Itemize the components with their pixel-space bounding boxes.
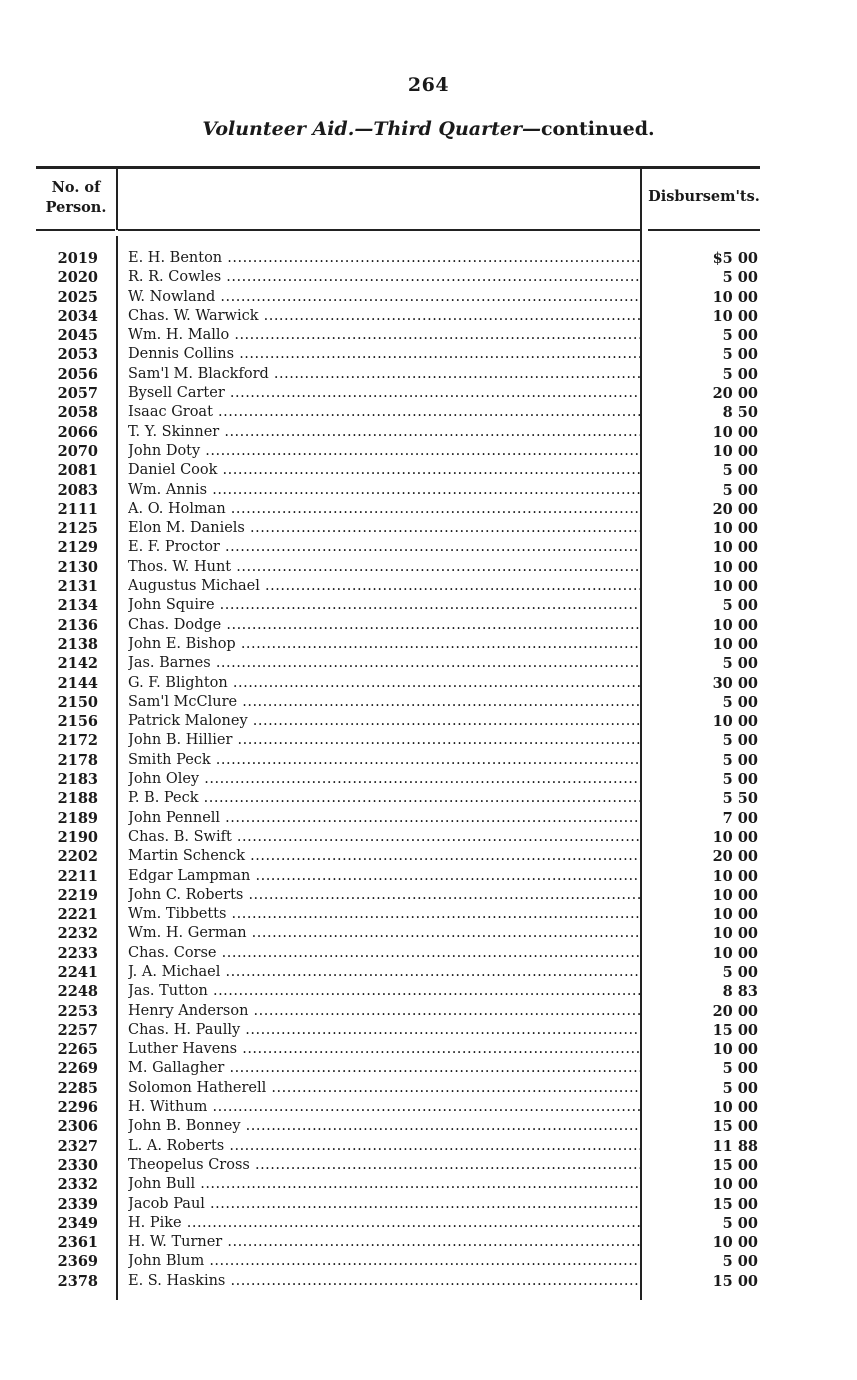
- person-number: 2129: [57, 539, 98, 557]
- disbursement-amount: 5 50: [722, 790, 758, 808]
- table-row: [36, 809, 760, 828]
- person-name: Chas. H. Paully .....: [128, 1021, 640, 1040]
- disbursement-amount: 10 00: [712, 288, 758, 306]
- page-number: 264: [407, 74, 450, 96]
- disbursement-amount: 5 00: [722, 732, 758, 750]
- person-number: 2156: [57, 713, 98, 731]
- disbursement-amount: 5 00: [722, 1079, 758, 1097]
- disbursement-amount: 10 00: [712, 1099, 758, 1117]
- person-number: 2327: [57, 1137, 98, 1155]
- table-body: [36, 249, 760, 1291]
- table-row: [36, 558, 760, 577]
- person-name: John B. Hillier .....: [128, 731, 640, 750]
- disbursement-amount: 10 00: [712, 944, 758, 962]
- disbursement-amount: 5 00: [722, 327, 758, 345]
- column-header-person-number: [36, 178, 116, 218]
- disbursement-amount: 10 00: [712, 520, 758, 538]
- table-row: [36, 770, 760, 789]
- table-row: [36, 1156, 760, 1175]
- person-name: Dennis Collins .....: [128, 345, 640, 364]
- person-name: Jas. Barnes .....: [128, 654, 640, 673]
- disbursement-amount: 10 00: [712, 558, 758, 576]
- person-number: 2349: [57, 1214, 98, 1232]
- column-divider: [116, 168, 118, 230]
- person-number: 2189: [57, 809, 98, 827]
- table-row: [36, 1040, 760, 1059]
- disbursement-amount: 10 00: [712, 713, 758, 731]
- person-name: Chas. Dodge .....: [128, 616, 640, 635]
- person-number: 2172: [57, 732, 98, 750]
- disbursement-amount: 11 88: [712, 1137, 758, 1155]
- disbursement-amount: 10 00: [712, 307, 758, 325]
- table-row: [36, 1079, 760, 1098]
- table-row: [36, 1252, 760, 1271]
- person-number: 2045: [57, 327, 98, 345]
- table-row: [36, 1098, 760, 1117]
- disbursement-amount: 10 00: [712, 828, 758, 846]
- person-name: Sam'l M. Blackford .....: [128, 365, 640, 384]
- disbursement-amount: 20 00: [712, 1002, 758, 1020]
- person-number: 2150: [57, 693, 98, 711]
- person-name: Solomon Hatherell .....: [128, 1079, 640, 1098]
- person-name: Chas. W. Warwick .....: [128, 307, 640, 326]
- person-number: 2066: [57, 423, 98, 441]
- person-name: Smith Peck .....: [128, 751, 640, 770]
- table-row: [36, 982, 760, 1001]
- person-name: John Oley .....: [128, 770, 640, 789]
- person-number: 2248: [57, 983, 98, 1001]
- disbursement-amount: 5 00: [722, 1253, 758, 1271]
- disbursement-amount: 10 00: [712, 539, 758, 557]
- table-row: [36, 384, 760, 403]
- table-row: [36, 326, 760, 345]
- person-number: 2125: [57, 520, 98, 538]
- table-row: [36, 423, 760, 442]
- person-number: 2138: [57, 635, 98, 653]
- person-name: John Doty .....: [128, 442, 640, 461]
- person-number: 2253: [57, 1002, 98, 1020]
- table-row: [36, 1175, 760, 1194]
- table-row: [36, 963, 760, 982]
- page-heading-italic: Volunteer Aid.—Third Quarter—: [202, 118, 541, 140]
- person-number: 2081: [57, 462, 98, 480]
- disbursement-amount: 10 00: [712, 1041, 758, 1059]
- person-name: J. A. Michael .....: [128, 963, 640, 982]
- person-name: Elon M. Daniels .....: [128, 519, 640, 538]
- disbursement-amount: 20 00: [712, 385, 758, 403]
- table-row: [36, 249, 760, 268]
- disbursement-amount: 15 00: [712, 1156, 758, 1174]
- person-name: Daniel Cook .....: [128, 461, 640, 480]
- person-name: T. Y. Skinner .....: [128, 423, 640, 442]
- disbursement-amount: 5 00: [722, 693, 758, 711]
- table-row: [36, 789, 760, 808]
- table-row: [36, 288, 760, 307]
- person-number: 2190: [57, 828, 98, 846]
- person-number: 2056: [57, 365, 98, 383]
- disbursement-amount: 5 00: [722, 462, 758, 480]
- disbursement-amount: 15 00: [712, 1021, 758, 1039]
- disbursement-amount: 10 00: [712, 635, 758, 653]
- disbursement-amount: 7 00: [722, 809, 758, 827]
- person-number: 2332: [57, 1176, 98, 1194]
- person-name: P. B. Peck .....: [128, 789, 640, 808]
- table-row: [36, 847, 760, 866]
- person-name: G. F. Blighton .....: [128, 674, 640, 693]
- table-row: [36, 731, 760, 750]
- person-number: 2296: [57, 1099, 98, 1117]
- table-row: [36, 403, 760, 422]
- table-row: [36, 345, 760, 364]
- disbursement-amount: $5 00: [712, 250, 758, 267]
- disbursement-amount: 10 00: [712, 616, 758, 634]
- table-row: [36, 500, 760, 519]
- person-name: Augustus Michael .....: [128, 577, 640, 596]
- table-row: [36, 1059, 760, 1078]
- person-name: John C. Roberts .....: [128, 886, 640, 905]
- person-number: 2136: [57, 616, 98, 634]
- disbursement-amount: 15 00: [712, 1118, 758, 1136]
- person-number: 2019: [57, 250, 98, 267]
- person-number: 2219: [57, 886, 98, 904]
- person-number: 2361: [57, 1234, 98, 1252]
- table-row: [36, 577, 760, 596]
- table-row: [36, 1137, 760, 1156]
- person-name: M. Gallagher .....: [128, 1059, 640, 1078]
- person-number: 2144: [57, 674, 98, 692]
- disbursement-amount: 5 00: [722, 346, 758, 364]
- table-row: [36, 442, 760, 461]
- column-header-person-line2: Person.: [45, 199, 107, 216]
- person-number: 2265: [57, 1041, 98, 1059]
- person-number: 2202: [57, 848, 98, 866]
- person-number: 2232: [57, 925, 98, 943]
- person-number: 2183: [57, 771, 98, 789]
- table-row: [36, 886, 760, 905]
- person-name: John B. Bonney .....: [128, 1117, 640, 1136]
- person-name: Henry Anderson .....: [128, 1002, 640, 1021]
- table-row: [36, 905, 760, 924]
- table-row: [36, 461, 760, 480]
- disbursement-amount: 10 00: [712, 867, 758, 885]
- person-number: 2020: [57, 269, 98, 287]
- table-row: [36, 1214, 760, 1233]
- person-name: W. Nowland .....: [128, 288, 640, 307]
- person-name: John Blum .....: [128, 1252, 640, 1271]
- person-number: 2221: [57, 906, 98, 924]
- disbursement-amount: 5 00: [722, 751, 758, 769]
- table-row: [36, 674, 760, 693]
- person-number: 2233: [57, 944, 98, 962]
- person-name: Sam'l McClure .....: [128, 693, 640, 712]
- table-row: [36, 1117, 760, 1136]
- person-name: Bysell Carter .....: [128, 384, 640, 403]
- table-row: [36, 307, 760, 326]
- disbursement-amount: 10 00: [712, 925, 758, 943]
- disbursement-amount: 15 00: [712, 1272, 758, 1290]
- person-number: 2257: [57, 1021, 98, 1039]
- person-number: 2130: [57, 558, 98, 576]
- table-row: [36, 867, 760, 886]
- table-row: [36, 828, 760, 847]
- person-name: Jas. Tutton .....: [128, 982, 640, 1001]
- disbursement-amount: 5 00: [722, 963, 758, 981]
- person-number: 2025: [57, 288, 98, 306]
- table-row: [36, 481, 760, 500]
- disbursement-amount: 5 00: [722, 655, 758, 673]
- person-name: Jacob Paul .....: [128, 1195, 640, 1214]
- person-number: 2083: [57, 481, 98, 499]
- person-name: John Pennell .....: [128, 809, 640, 828]
- disbursement-amount: 10 00: [712, 1176, 758, 1194]
- person-number: 2330: [57, 1156, 98, 1174]
- header-rule: [118, 229, 640, 231]
- disbursement-amount: 8 83: [722, 983, 758, 1001]
- table-row: [36, 635, 760, 654]
- person-number: 2053: [57, 346, 98, 364]
- person-name: Edgar Lampman .....: [128, 867, 640, 886]
- person-number: 2378: [57, 1272, 98, 1290]
- person-name: John Squire .....: [128, 596, 640, 615]
- column-header-disbursements: Disbursem'ts.: [648, 188, 760, 205]
- person-number: 2131: [57, 578, 98, 596]
- person-name: H. Withum .....: [128, 1098, 640, 1117]
- person-number: 2057: [57, 385, 98, 403]
- disbursement-amount: 8 50: [722, 404, 758, 422]
- person-name: Theopelus Cross .....: [128, 1156, 640, 1175]
- disbursement-amount: 5 00: [722, 1060, 758, 1078]
- person-name: Wm. Annis .....: [128, 481, 640, 500]
- page-heading-continued: continued.: [540, 118, 655, 140]
- person-number: 2111: [57, 500, 98, 518]
- person-number: 2070: [57, 442, 98, 460]
- table-row: [36, 538, 760, 557]
- person-number: 2369: [57, 1253, 98, 1271]
- person-name: Isaac Groat .....: [128, 403, 640, 422]
- person-number: 2306: [57, 1118, 98, 1136]
- disbursement-amount: 15 00: [712, 1195, 758, 1213]
- person-number: 2142: [57, 655, 98, 673]
- person-number: 2034: [57, 307, 98, 325]
- table-row: [36, 268, 760, 287]
- disbursement-amount: 10 00: [712, 886, 758, 904]
- person-name: Chas. Corse .....: [128, 944, 640, 963]
- table-row: [36, 1272, 760, 1291]
- table-row: [36, 712, 760, 731]
- table-row: [36, 1021, 760, 1040]
- disbursement-amount: 5 00: [722, 1214, 758, 1232]
- table-row: [36, 365, 760, 384]
- table-row: [36, 751, 760, 770]
- disbursement-amount: 10 00: [712, 423, 758, 441]
- person-name: E. F. Proctor .....: [128, 538, 640, 557]
- person-name: L. A. Roberts .....: [128, 1137, 640, 1156]
- person-name: Thos. W. Hunt .....: [128, 558, 640, 577]
- person-name: E. H. Benton .....: [128, 249, 640, 268]
- disbursement-amount: 10 00: [712, 906, 758, 924]
- disbursement-amount: 30 00: [712, 674, 758, 692]
- person-name: Martin Schenck .....: [128, 847, 640, 866]
- person-name: Wm. H. Mallo .....: [128, 326, 640, 345]
- person-number: 2134: [57, 597, 98, 615]
- disbursement-amount: 5 00: [722, 269, 758, 287]
- person-number: 2178: [57, 751, 98, 769]
- table-row: [36, 693, 760, 712]
- disbursement-amount: 20 00: [712, 848, 758, 866]
- person-name: H. W. Turner .....: [128, 1233, 640, 1252]
- person-name: Wm. H. German .....: [128, 924, 640, 943]
- person-number: 2241: [57, 963, 98, 981]
- disbursement-amount: 10 00: [712, 1234, 758, 1252]
- person-name: Luther Havens .....: [128, 1040, 640, 1059]
- person-name: E. S. Haskins .....: [128, 1272, 640, 1291]
- person-name: Wm. Tibbetts .....: [128, 905, 640, 924]
- person-number: 2188: [57, 790, 98, 808]
- disbursement-table: [36, 168, 760, 1298]
- table-row: [36, 596, 760, 615]
- column-header-person-line1: No. of: [51, 179, 101, 196]
- person-name: John E. Bishop .....: [128, 635, 640, 654]
- person-name: Patrick Maloney .....: [128, 712, 640, 731]
- person-number: 2269: [57, 1060, 98, 1078]
- disbursement-amount: 5 00: [722, 771, 758, 789]
- disbursement-amount: 20 00: [712, 500, 758, 518]
- page-heading: [0, 118, 857, 140]
- person-number: 2339: [57, 1195, 98, 1213]
- header-rule: [36, 229, 115, 231]
- person-name: Chas. B. Swift .....: [128, 828, 640, 847]
- header-rule: [648, 229, 760, 231]
- table-row: [36, 654, 760, 673]
- table-row: [36, 519, 760, 538]
- person-name: H. Pike .....: [128, 1214, 640, 1233]
- person-name: A. O. Holman .....: [128, 500, 640, 519]
- person-number: 2285: [57, 1079, 98, 1097]
- person-number: 2211: [57, 867, 98, 885]
- table-row: [36, 924, 760, 943]
- person-name: John Bull .....: [128, 1175, 640, 1194]
- table-row: [36, 616, 760, 635]
- table-row: [36, 1233, 760, 1252]
- person-number: 2058: [57, 404, 98, 422]
- disbursement-amount: 5 00: [722, 365, 758, 383]
- table-row: [36, 1002, 760, 1021]
- disbursement-amount: 5 00: [722, 481, 758, 499]
- disbursement-amount: 5 00: [722, 597, 758, 615]
- disbursement-amount: 10 00: [712, 442, 758, 460]
- table-row: [36, 1195, 760, 1214]
- person-name: R. R. Cowles .....: [128, 268, 640, 287]
- disbursement-amount: 10 00: [712, 578, 758, 596]
- table-row: [36, 944, 760, 963]
